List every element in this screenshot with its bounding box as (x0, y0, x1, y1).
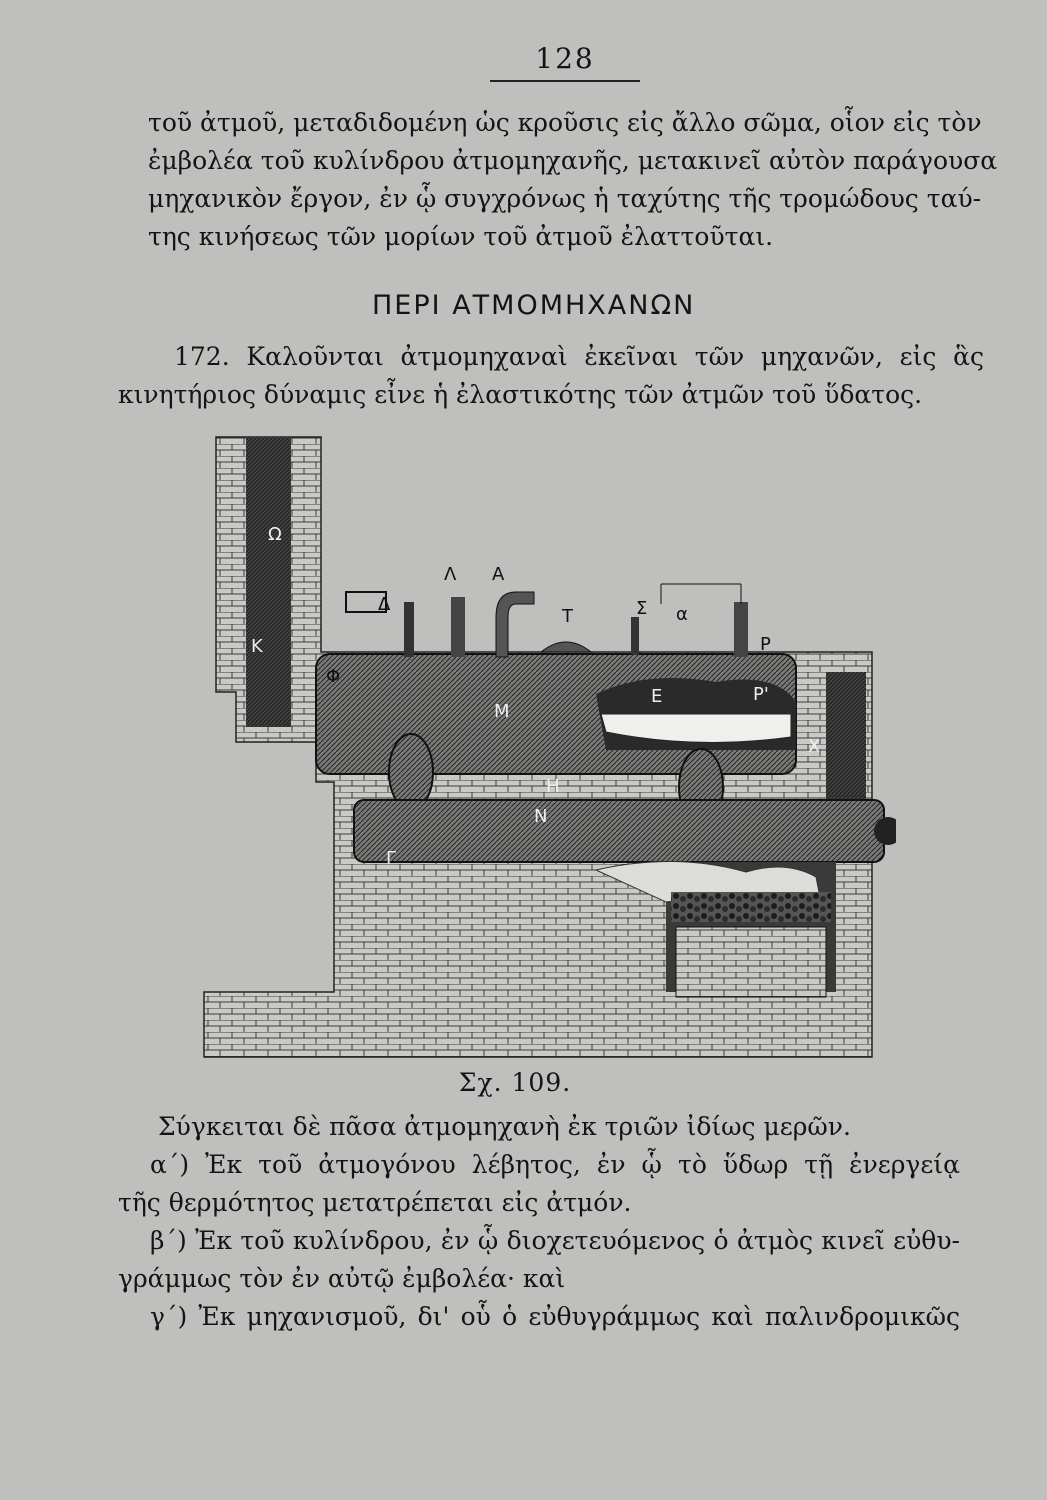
page-number: 128 (535, 42, 595, 75)
text-line: μηχανικὸν ἔργον, ἐν ᾧ συγχρόνως ἡ ταχύτης τῆς τρομώδους ταύ- (148, 184, 982, 213)
label-rho-prime: Ρ' (753, 684, 769, 705)
text-line: α΄) Ἐκ τοῦ ἀτμογόνου λέβητος, ἐν ᾧ τὸ ὕδωρ τῇ ἐνεργείᾳ (150, 1150, 960, 1179)
label-mu: Μ (494, 701, 510, 722)
text-line: γ΄) Ἐκ μηχανισμοῦ, δι' οὗ ὁ εὐθυγράμμως καὶ παλινδρομικῶς (150, 1302, 960, 1331)
text-line: 172. Καλοῦνται ἀτμομηχαναὶ ἐκεῖναι τῶν μηχανῶν, εἰς ἃς (174, 342, 984, 371)
label-rho: Ρ (760, 634, 771, 655)
label-lambda: Λ (444, 564, 457, 585)
intro-paragraph (148, 104, 998, 256)
label-epsilon: Ε (651, 686, 663, 707)
lower-drum (354, 800, 884, 862)
definition-paragraph (118, 338, 984, 414)
label-chi: Χ (808, 736, 821, 757)
section-heading: ΠΕΡΙ ΑΤΜΟΜΗΧΑΝΩΝ (372, 290, 696, 321)
label-gamma: Γ (386, 848, 397, 869)
label-sigma: Σ (636, 598, 648, 619)
text-line: τῆς θερμότητος μετατρέπεται εἰς ἀτμόν. (118, 1188, 632, 1217)
label-tau: Τ (562, 606, 573, 627)
label-omega: Ω (268, 524, 282, 545)
figure-caption: Σχ. 109. (458, 1068, 572, 1097)
header-rule (490, 80, 640, 82)
coal-bed (671, 892, 831, 922)
text-line: ἐμβολέα τοῦ κυλίνδρου ἀτμομηχανῆς, μετακινεῖ αὐτὸν παράγουσα (148, 146, 998, 175)
body-paragraph (118, 1108, 960, 1336)
label-phi: Φ (326, 666, 341, 687)
text-line: γράμμως τὸν ἐν αὐτῷ ἐμβολέα· καὶ (118, 1264, 566, 1293)
text-line: τοῦ ἀτμοῦ, μεταδιδομένη ὡς κροῦσις εἰς ἄλλο σῶμα, οἷον εἰς τὸν (148, 108, 982, 137)
connector-left (389, 734, 433, 810)
label-eta: Η (546, 776, 560, 797)
label-nu: Ν (534, 806, 548, 827)
label-k: K (251, 636, 263, 657)
text-line: β΄) Ἐκ τοῦ κυλίνδρου, ἐν ᾧ διοχετευόμενος ὁ ἀτμὸς κινεῖ εὐθυ- (150, 1226, 960, 1255)
label-alpha-cap: Α (492, 564, 505, 585)
label-delta: Δ (378, 594, 391, 615)
steam-boiler-figure (196, 432, 896, 1062)
text-line: κινητήριος δύναμις εἶνε ἡ ἐλαστικότης τῶν ἀτμῶν τοῦ ὕδατος. (118, 380, 923, 409)
label-alpha-small: α (676, 604, 688, 625)
ash-pit (676, 927, 826, 997)
chimney-flue (246, 437, 291, 727)
text-line: Σύγκειται δὲ πᾶσα ἀτμομηχανὴ ἐκ τριῶν ἰδίως μερῶν. (158, 1112, 851, 1141)
text-line: της κινήσεως τῶν μορίων τοῦ ἀτμοῦ ἐλαττοῦται. (148, 222, 774, 251)
